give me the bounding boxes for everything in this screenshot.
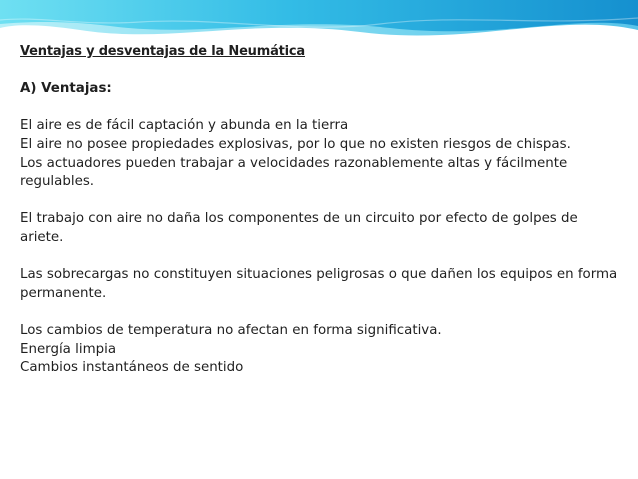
paragraph-3 bbox=[20, 266, 620, 303]
slide-content bbox=[20, 43, 620, 378]
text-line: permanente. bbox=[20, 285, 107, 301]
paragraph-1 bbox=[20, 117, 620, 191]
text-line: El aire es de fácil captación y abunda en la tierra bbox=[20, 118, 349, 134]
paragraph-2 bbox=[20, 210, 620, 247]
text-line: ariete. bbox=[20, 229, 64, 245]
text-line: Las sobrecargas no constituyen situaciones peligrosas o que dañen los equipos en forma bbox=[20, 267, 618, 283]
text-line: Energía limpia bbox=[20, 341, 117, 357]
paragraph-4 bbox=[20, 322, 620, 378]
text-line: regulables. bbox=[20, 174, 95, 190]
section-heading: A) Ventajas: bbox=[20, 81, 112, 97]
text-line: El trabajo con aire no daña los componentes de un circuito por efecto de golpes de bbox=[20, 211, 578, 227]
slide-title: Ventajas y desventajas de la Neumática bbox=[20, 44, 306, 59]
text-line: Los cambios de temperatura no afectan en forma significativa. bbox=[20, 322, 442, 338]
text-line: Cambios instantáneos de sentido bbox=[20, 360, 244, 376]
text-line: El aire no posee propiedades explosivas, por lo que no existen riesgos de chispas. bbox=[20, 136, 571, 152]
text-line: Los actuadores pueden trabajar a velocidades razonablemente altas y fácilmente bbox=[20, 155, 568, 171]
